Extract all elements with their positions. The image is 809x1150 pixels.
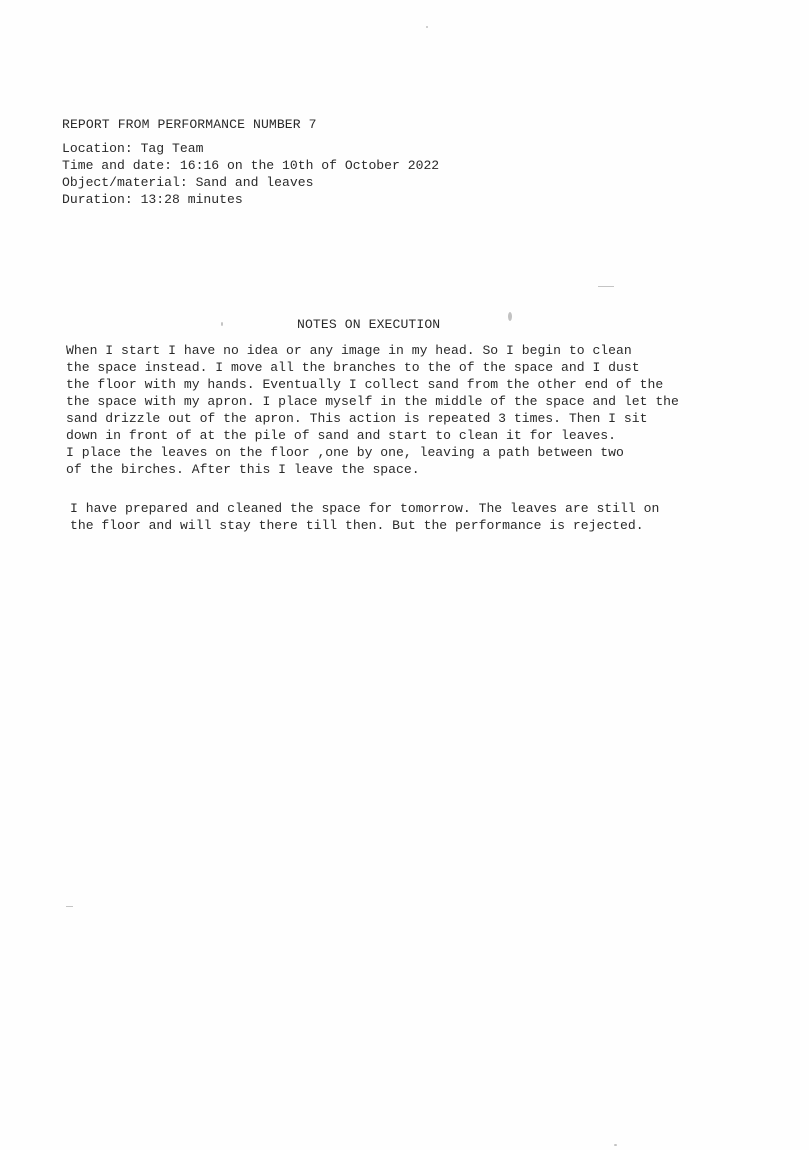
report-meta <box>62 140 439 208</box>
paragraph-line: When I start I have no idea or any image in my head. So I begin to clean <box>66 343 632 358</box>
paragraph-line: the space instead. I move all the branches to the of the space and I dust <box>66 360 640 375</box>
meta-duration: Duration: 13:28 minutes <box>62 192 243 207</box>
paragraph-line: of the birches. After this I leave the space. <box>66 462 420 477</box>
meta-object-material: Object/material: Sand and leaves <box>62 175 314 190</box>
notes-paragraph-2 <box>70 500 659 534</box>
paper-mark <box>66 906 73 907</box>
report-title: REPORT FROM PERFORMANCE NUMBER 7 <box>62 117 317 132</box>
meta-location: Location: Tag Team <box>62 141 204 156</box>
paper-speck <box>221 322 223 326</box>
paragraph-line: sand drizzle out of the apron. This action is repeated 3 times. Then I sit <box>66 411 648 426</box>
meta-time-date: Time and date: 16:16 on the 10th of October 2022 <box>62 158 440 173</box>
notes-paragraph-1 <box>66 342 679 478</box>
paragraph-line: I place the leaves on the floor ,one by one, leaving a path between two <box>66 445 624 460</box>
paper-mark <box>598 286 614 287</box>
paper-speck <box>426 26 428 28</box>
notes-heading: NOTES ON EXECUTION <box>297 317 441 332</box>
paragraph-line: down in front of at the pile of sand and start to clean it for leaves. <box>66 428 617 443</box>
paragraph-line: I have prepared and cleaned the space for tomorrow. The leaves are still on <box>70 501 660 516</box>
paper-speck <box>508 312 512 321</box>
paragraph-line: the space with my apron. I place myself in the middle of the space and let the <box>66 394 679 409</box>
paragraph-line: the floor and will stay there till then. But the performance is rejected. <box>70 518 644 533</box>
paragraph-line: the floor with my hands. Eventually I collect sand from the other end of the <box>66 377 664 392</box>
paper-speck <box>614 1144 617 1146</box>
